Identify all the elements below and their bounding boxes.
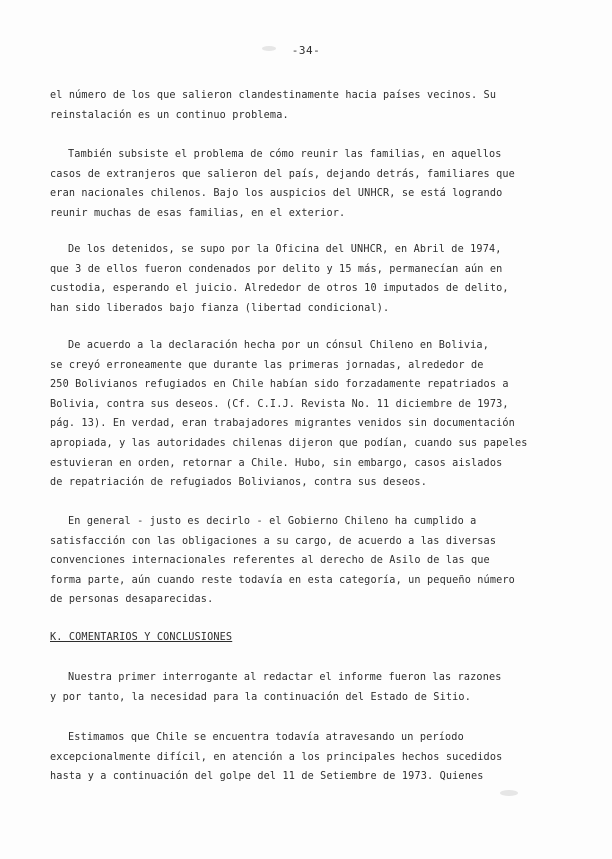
text-line: reunir muchas de esas familias, en el exterior. — [50, 207, 346, 219]
paragraph-3 — [50, 240, 570, 318]
text-line: se creyó erroneamente que durante las primeras jornadas, alrededor de — [50, 359, 484, 371]
text-line: forma parte, aún cuando reste todavía en esta categoría, un pequeño número — [50, 574, 515, 586]
text-line: De los detenidos, se supo por la Oficina del UNHCR, en Abril de 1974, — [68, 244, 502, 255]
text-line: 250 Bolivianos refugiados en Chile habían sido forzadamente repatriados a — [50, 379, 509, 391]
text-line: pág. 13). En verdad, eran trabajadores migrantes venidos sin documentación — [50, 418, 515, 430]
text-line: excepcionalmente difícil, en atención a los principales hechos sucedidos — [50, 751, 503, 763]
text-line: han sido liberados bajo fianza (libertad condicional). — [50, 302, 390, 314]
text-line: y por tanto, la necesidad para la continuación del Estado de Sitio. — [50, 691, 471, 703]
text-line: el número de los que salieron clandestinamente hacia países vecinos. Su — [50, 90, 497, 101]
paragraph-1 — [50, 86, 570, 125]
text-line: En general - justo es decirlo - el Gobierno Chileno ha cumplido a — [68, 516, 477, 527]
section-heading: K. COMENTARIOS Y CONCLUSIONES — [50, 632, 233, 643]
paragraph-4 — [50, 336, 570, 493]
scan-smudge — [262, 46, 276, 51]
text-line: convenciones internacionales referentes al derecho de Asilo de las que — [50, 555, 490, 567]
text-line: casos de extranjeros que salieron del país, dejando detrás, familiares que — [50, 168, 515, 180]
text-line: Nuestra primer interrogante al redactar el informe fueron las razones — [68, 672, 502, 683]
text-line: hasta y a continuación del golpe del 11 de Setiembre de 1973. Quienes — [50, 771, 484, 783]
text-line: de personas desaparecidas. — [50, 594, 214, 606]
paragraph-7 — [50, 728, 570, 787]
page-number: -34- — [291, 44, 321, 57]
paragraph-2 — [50, 145, 570, 223]
text-line: Bolivia, contra sus deseos. (Cf. C.I.J. Revista No. 11 diciembre de 1973, — [50, 398, 509, 410]
text-line: reinstalación es un continuo problema. — [50, 109, 289, 121]
text-line: De acuerdo a la declaración hecha por un cónsul Chileno en Bolivia, — [68, 340, 489, 351]
text-line: También subsiste el problema de cómo reunir las familias, en aquellos — [68, 149, 502, 160]
text-line: satisfacción con las obligaciones a su cargo, de acuerdo a las diversas — [50, 535, 497, 547]
text-line: apropiada, y las autoridades chilenas dijeron que podían, cuando sus papeles — [50, 437, 528, 449]
text-line: custodia, esperando el juicio. Alrededor de otros 10 imputados de delito, — [50, 283, 509, 295]
paragraph-5 — [50, 512, 570, 610]
text-line: Estimamos que Chile se encuentra todavía atravesando un período — [68, 732, 464, 743]
text-line: que 3 de ellos fueron condenados por delito y 15 más, permanecían aún en — [50, 263, 503, 275]
text-line: de repatriación de refugiados Bolivianos, contra sus deseos. — [50, 477, 428, 489]
paragraph-6 — [50, 668, 570, 707]
text-line: eran nacionales chilenos. Bajo los auspicios del UNHCR, se está logrando — [50, 188, 503, 200]
scan-smudge — [500, 790, 518, 796]
text-line: estuvieran en orden, retornar a Chile. Hubo, sin embargo, casos aislados — [50, 457, 503, 469]
